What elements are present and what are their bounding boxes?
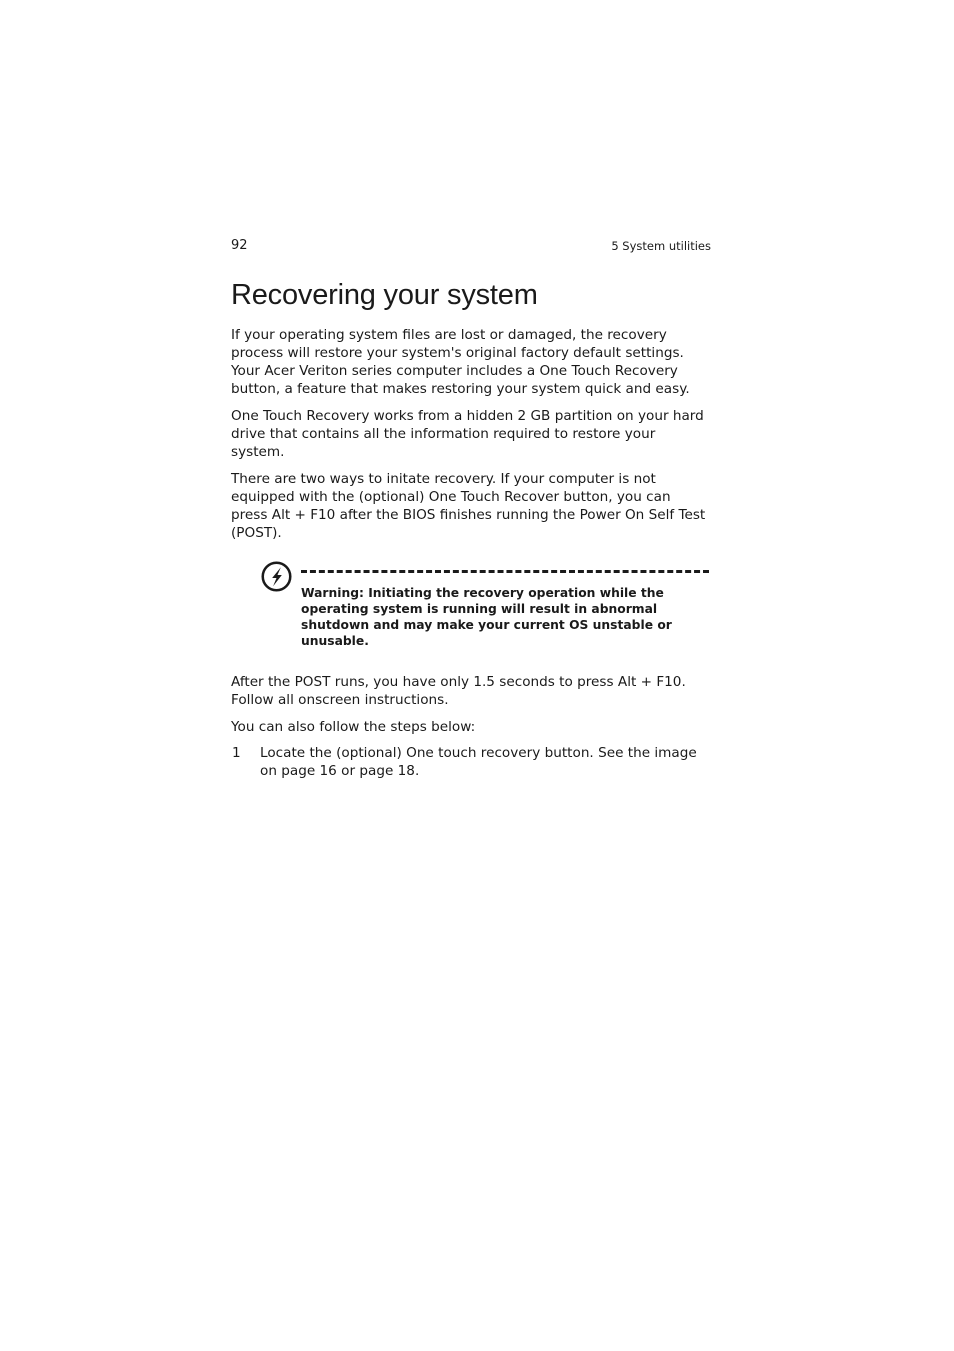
warning-text: Warning: Initiating the recovery operation while the operating system is running will result in abnormal shutdown and may make your current OS unstable or unusable. <box>301 586 672 648</box>
warning-callout <box>231 554 711 664</box>
recovery-ways-paragraph: There are two ways to initate recovery. If your computer is not equipped with the (optional) One Touch Recover button, you can press Alt + F10 after the BIOS finishes running the Power On Self Test (POST). <box>231 471 706 541</box>
intro-paragraph: If your operating system files are lost or damaged, the recovery process will restore your system's original factory default settings. Your Acer Veriton series computer includes a One Touch Recovery button, a feature that makes restoring your system quick and easy. <box>231 327 690 397</box>
step-number: 1 <box>232 745 241 761</box>
running-header <box>231 236 711 256</box>
page-number: 92 <box>231 238 248 253</box>
manual-page <box>231 236 711 780</box>
partition-paragraph: One Touch Recovery works from a hidden 2 GB partition on your hard drive that contains all the information required to restore your system. <box>231 408 704 460</box>
step-item <box>231 744 711 780</box>
after-post-paragraph: After the POST runs, you have only 1.5 seconds to press Alt + F10. Follow all onscreen instructions. <box>231 674 686 708</box>
steps-intro-paragraph: You can also follow the steps below: <box>231 719 476 735</box>
section-name: 5 System utilities <box>611 239 711 253</box>
lightning-warning-icon <box>261 561 292 592</box>
page-title: Recovering your system <box>231 279 538 311</box>
step-text: Locate the (optional) One touch recovery button. See the image on page 16 or page 18. <box>260 745 697 779</box>
warning-dashed-rule <box>301 570 709 573</box>
